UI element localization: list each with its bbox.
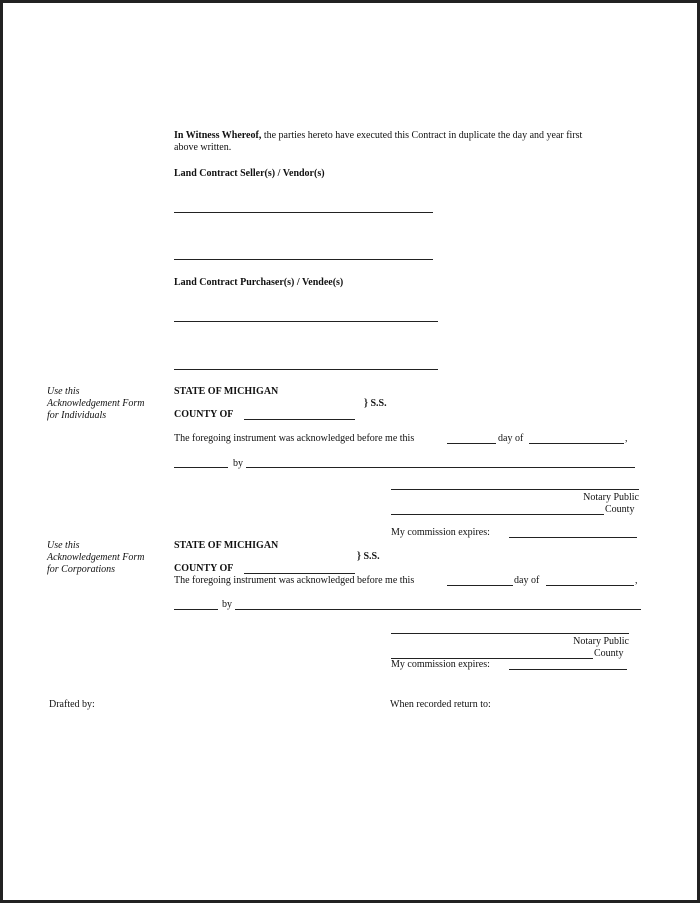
purchaser-signature-line-2[interactable]	[174, 369, 438, 370]
side-note-line: Use this	[47, 386, 80, 397]
corporation-acknowledged-text: The foregoing instrument was acknowledged before me this	[174, 575, 415, 586]
side-note-line: Use this	[47, 540, 80, 551]
side-note-line: Acknowledgement Form	[47, 398, 145, 409]
individual-notary-public: Notary Public	[583, 492, 639, 503]
corporation-notary-county: County	[594, 648, 624, 659]
corporation-county-blank[interactable]	[244, 573, 355, 574]
individual-day-of: day of	[498, 433, 524, 444]
individual-by-blank[interactable]	[246, 467, 635, 468]
individual-notary-signature-line[interactable]	[391, 489, 639, 490]
individual-day-blank[interactable]	[447, 443, 496, 444]
seller-signature-line-1[interactable]	[174, 212, 433, 213]
corporation-notary-public: Notary Public	[573, 636, 629, 647]
corporation-month-blank[interactable]	[546, 585, 634, 586]
corporations-side-note	[47, 540, 144, 576]
corporation-by: by	[222, 599, 232, 610]
corporation-comma: ,	[635, 575, 638, 586]
corporation-state: STATE OF MICHIGAN	[174, 540, 279, 551]
return-to: When recorded return to:	[390, 699, 491, 710]
witness-paragraph-line1	[174, 130, 582, 142]
individual-month-blank[interactable]	[529, 443, 624, 444]
side-note-line: for Individuals	[47, 410, 107, 421]
individual-year-blank[interactable]	[174, 467, 228, 468]
corporation-year-blank[interactable]	[174, 609, 218, 610]
corporation-by-blank[interactable]	[235, 609, 641, 610]
corporation-notary-signature-line[interactable]	[391, 633, 629, 634]
side-note-line: Acknowledgement Form	[47, 552, 145, 563]
purchaser-signature-line-1[interactable]	[174, 321, 438, 322]
individual-comma: ,	[625, 433, 628, 444]
individual-notary-county-blank[interactable]	[391, 514, 604, 515]
side-note-line: for Corporations	[47, 564, 116, 575]
individual-county-label: COUNTY OF	[174, 409, 234, 420]
corporation-commission: My commission expires:	[391, 659, 490, 670]
individual-commission: My commission expires:	[391, 527, 490, 538]
individual-by: by	[233, 458, 243, 469]
corporation-county-label: COUNTY OF	[174, 563, 234, 574]
drafted-by: Drafted by:	[49, 699, 95, 710]
corporation-day-of: day of	[514, 575, 540, 586]
individual-commission-blank[interactable]	[509, 537, 637, 538]
corporation-commission-blank[interactable]	[509, 669, 627, 670]
witness-rest: the parties hereto have executed this Contract in duplicate the day and year first	[261, 130, 583, 141]
individual-notary-county: County	[605, 504, 635, 515]
individual-state: STATE OF MICHIGAN	[174, 386, 279, 397]
witness-lead: In Witness Whereof,	[174, 130, 262, 141]
purchaser-heading: Land Contract Purchaser(s) / Vendee(s)	[174, 277, 344, 288]
individual-county-blank[interactable]	[244, 419, 355, 420]
individual-ss: } S.S.	[364, 398, 387, 409]
witness-paragraph-line2: above written.	[174, 142, 232, 153]
individual-acknowledged-text: The foregoing instrument was acknowledged before me this	[174, 433, 415, 444]
corporation-day-blank[interactable]	[447, 585, 513, 586]
individuals-side-note	[47, 386, 144, 422]
seller-heading: Land Contract Seller(s) / Vendor(s)	[174, 168, 325, 179]
seller-signature-line-2[interactable]	[174, 259, 433, 260]
corporation-ss: } S.S.	[357, 551, 380, 562]
